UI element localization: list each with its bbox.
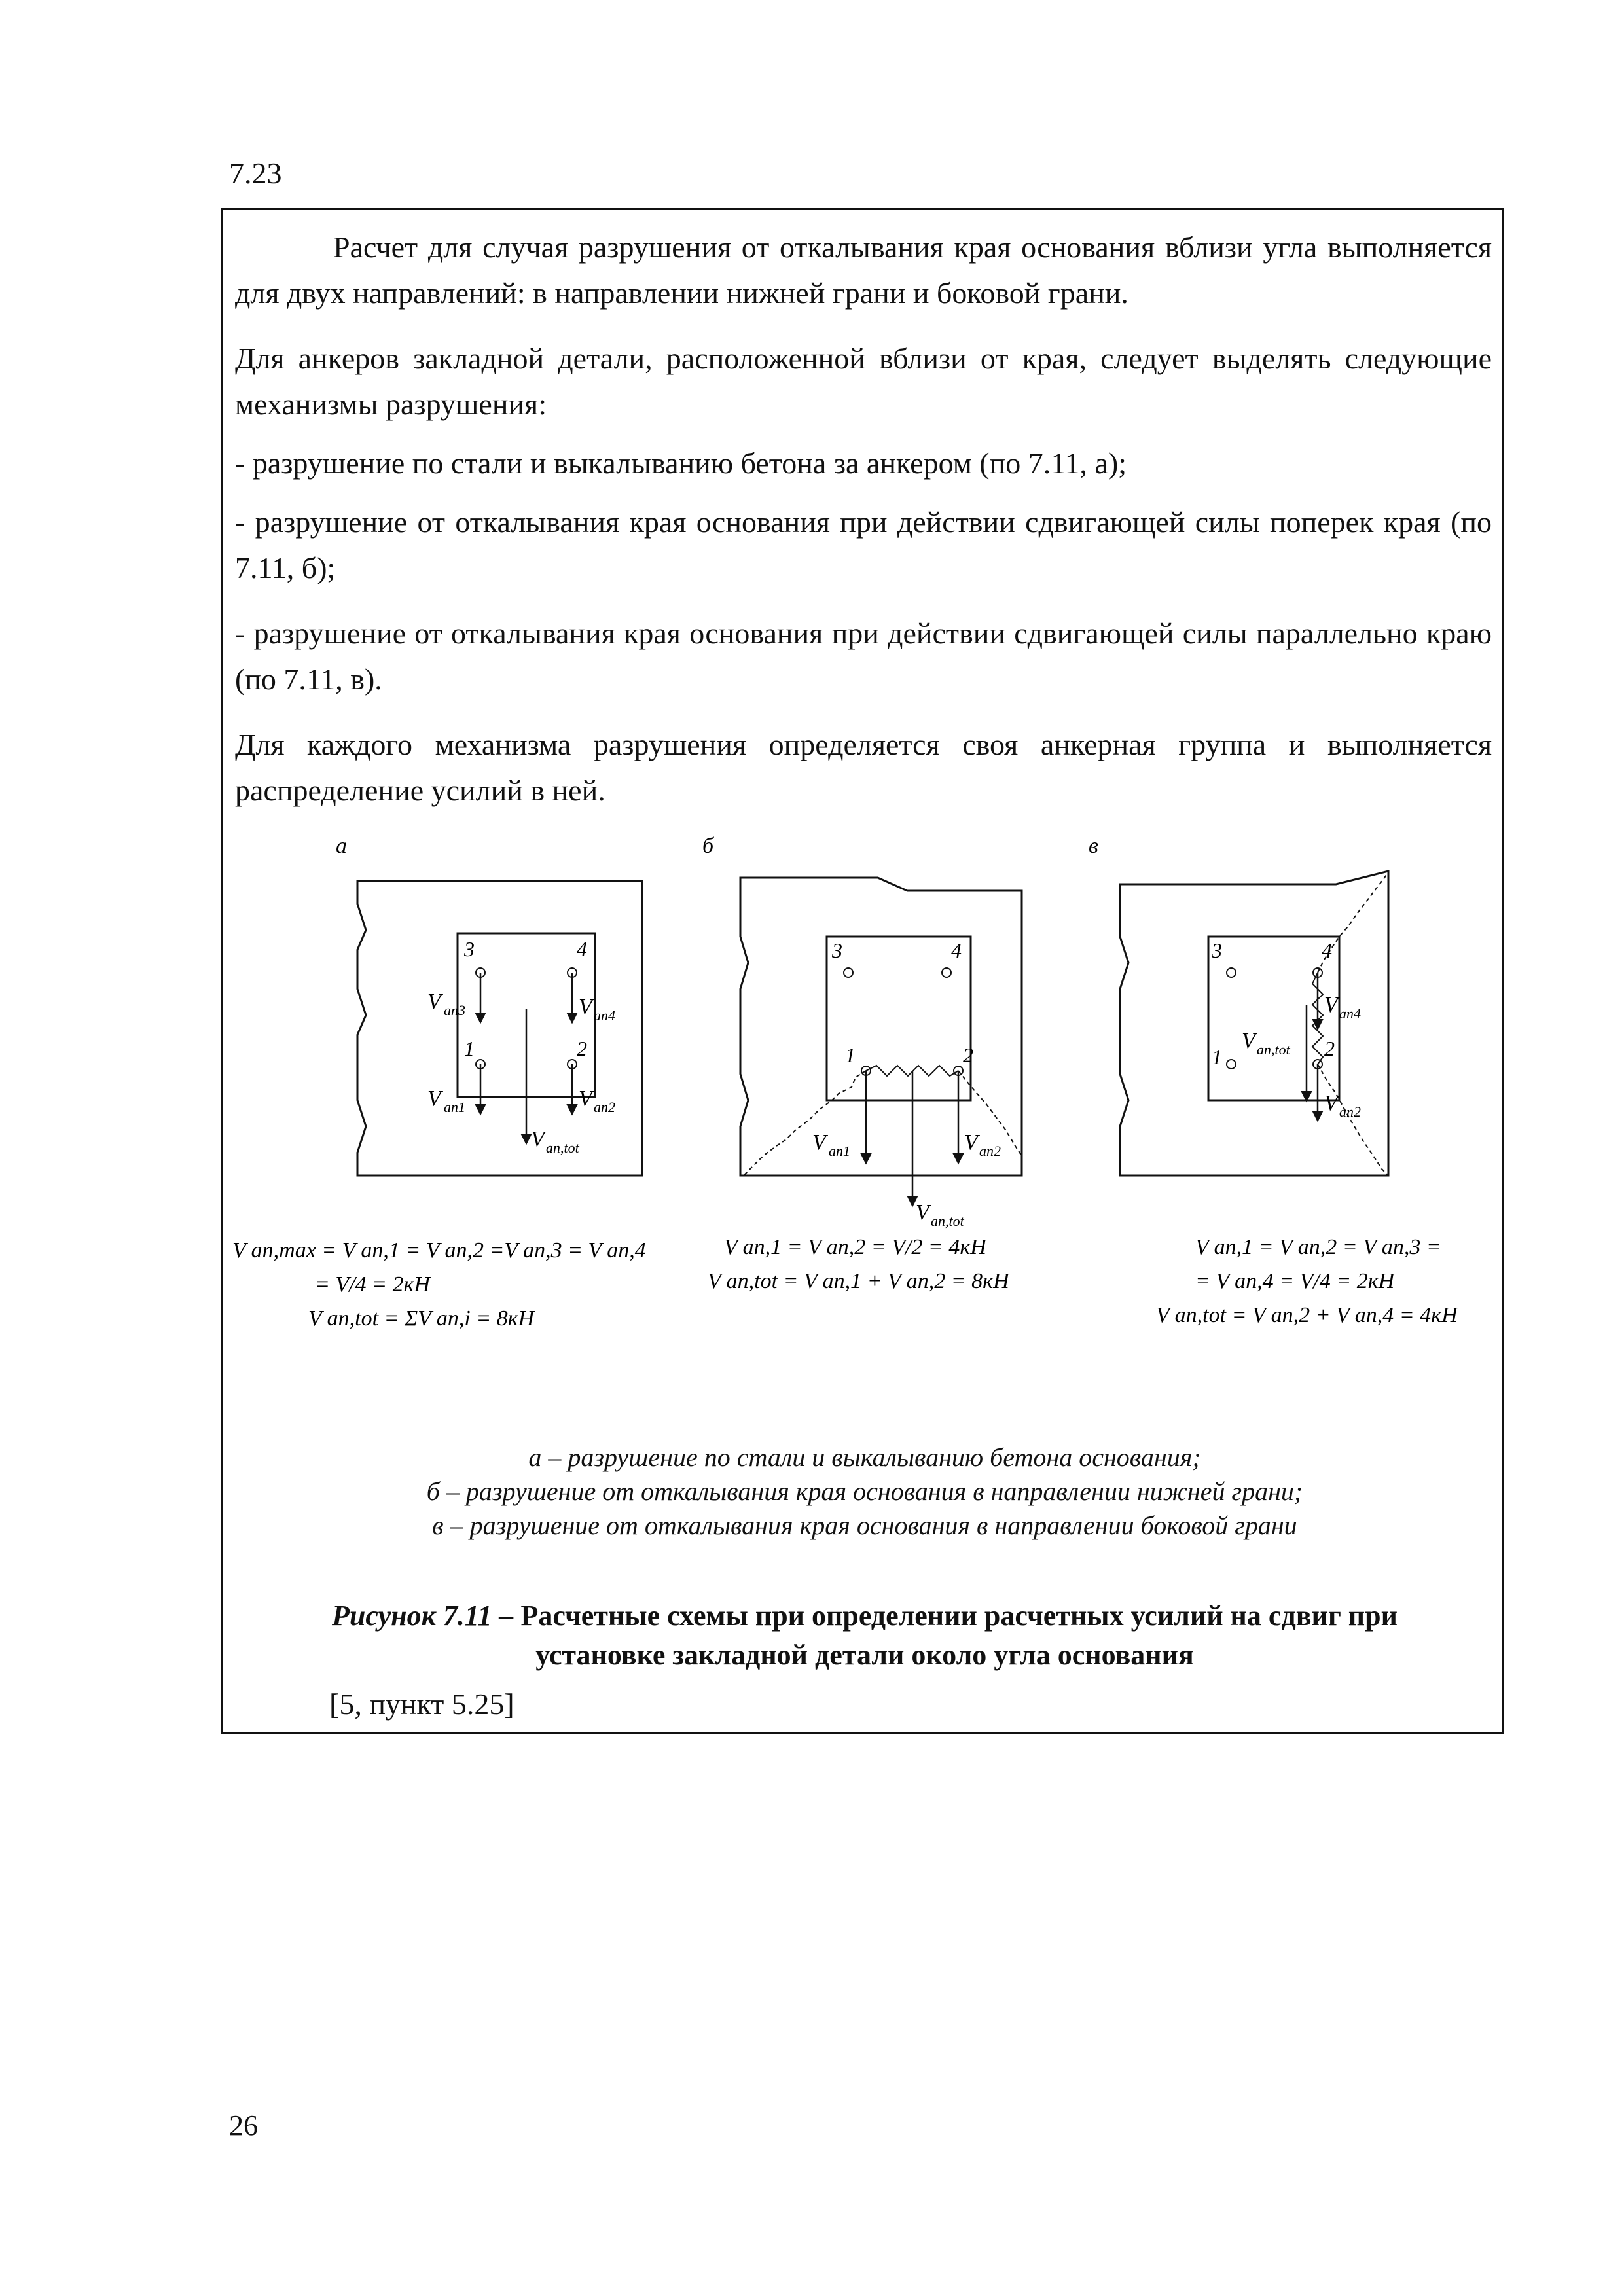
label-a-an1: an1	[444, 1099, 465, 1115]
anchor-b-4	[942, 968, 951, 977]
label-b-v1: V	[812, 1130, 826, 1155]
figure-label: Рисунок 7.11 –	[332, 1600, 514, 1632]
panel-b	[702, 834, 1022, 1229]
formula-a-2: = V/4 = 2кН	[315, 1272, 431, 1297]
page-number: 26	[229, 2109, 258, 2142]
label-c-v2: V	[1324, 1091, 1338, 1115]
anchor-b-3	[844, 968, 853, 977]
label-b-v2: V	[964, 1130, 978, 1155]
list-item-b: - разрушение от откалывания края основания при действии сдвигающей силы поперек края (по 7.11, б);	[235, 505, 1492, 584]
figure-title-text-1: Расчетные схемы при определении расчетных усилий на сдвиг при	[520, 1600, 1398, 1632]
formula-b-1: V an,1 = V an,2 = V/2 = 4кН	[724, 1235, 986, 1259]
panel-c	[1089, 834, 1388, 1175]
anchor-num-c-4: 4	[1322, 939, 1332, 962]
label-a-v1: V	[427, 1086, 441, 1111]
label-a-an2: an2	[594, 1099, 615, 1115]
anchor-num-c-1: 1	[1212, 1045, 1222, 1069]
formula-c-3: V an,tot = V an,2 + V an,4 = 4кН	[1156, 1303, 1458, 1327]
anchor-num-a-3: 3	[464, 937, 475, 961]
breakout-bottom-c	[1318, 1064, 1388, 1175]
label-c-an2: an2	[1339, 1103, 1361, 1120]
label-a-v4: V	[579, 995, 592, 1019]
label-c-v4: V	[1324, 993, 1338, 1017]
anchor-num-b-2: 2	[963, 1043, 973, 1067]
anchor-c-1	[1227, 1060, 1236, 1069]
formulas	[232, 1235, 1459, 1331]
anchor-num-b-3: 3	[832, 939, 842, 962]
figure-title-line-2: установке закладной детали около угла основания	[535, 1639, 1194, 1671]
label-a-antot: an,tot	[546, 1139, 579, 1156]
base-outline-c	[1120, 871, 1388, 1175]
panel-a	[336, 834, 642, 1175]
panel-b-letter: б	[702, 834, 714, 858]
formula-a-1: V an,max = V an,1 = V an,2 =V an,3 = V an,4	[232, 1238, 646, 1263]
content-frame	[221, 208, 1504, 1734]
breakout-left-b	[744, 1071, 866, 1175]
label-a-an4: an4	[594, 1007, 615, 1024]
anchor-num-c-2: 2	[1324, 1037, 1335, 1060]
formula-b-2: V an,tot = V an,1 + V an,2 = 8кН	[708, 1269, 1009, 1293]
caption-item-b: б – разрушение от откалывания края основания в направлении нижней грани;	[426, 1477, 1303, 1506]
section-number: 7.23	[229, 156, 282, 190]
paragraph-anchor-group: Для каждого механизма разрушения определяется своя анкерная группа и выполняется распределение усилий в ней.	[235, 728, 1492, 807]
caption-item-a: а – разрушение по стали и выкалыванию бетона основания;	[528, 1443, 1201, 1472]
list-item-a: - разрушение по стали и выкалыванию бетона за анкером (по 7.11, а);	[235, 446, 1127, 480]
label-b-an2: an2	[979, 1143, 1001, 1159]
formula-c-1: V an,1 = V an,2 = V an,3 =	[1195, 1235, 1441, 1259]
formula-a-3: V an,tot = ΣV an,i = 8кН	[308, 1306, 535, 1331]
anchor-num-c-3: 3	[1212, 939, 1222, 962]
formula-c-2: = V an,4 = V/4 = 2кН	[1195, 1269, 1395, 1293]
anchor-num-b-1: 1	[845, 1043, 856, 1067]
anchor-c-3	[1227, 968, 1236, 977]
figure-title-line-1	[223, 1596, 1506, 1636]
label-c-vtot: V	[1242, 1029, 1255, 1053]
label-a-an3: an3	[444, 1002, 465, 1018]
base-outline-b	[740, 878, 1022, 1175]
panel-c-letter: в	[1089, 834, 1098, 858]
label-a-v3: V	[427, 990, 441, 1014]
caption-item-c: в – разрушение от откалывания края основания в направлении боковой грани	[432, 1511, 1297, 1540]
anchor-num-a-1: 1	[464, 1037, 475, 1060]
base-outline-a	[357, 881, 642, 1175]
label-c-antot: an,tot	[1257, 1041, 1290, 1058]
anchor-num-b-4: 4	[951, 939, 962, 962]
paragraph-intro: Расчет для случая разрушения от откалывания края основания вблизи угла выполняется для двух направлений: в направлении нижней грани и боковой грани.	[235, 230, 1492, 310]
label-b-antot: an,tot	[931, 1213, 964, 1229]
panel-a-letter: а	[336, 834, 347, 858]
paragraph-mechanisms: Для анкеров закладной детали, расположенной вблизи от края, следует выделять следующие механизмы разрушения:	[235, 342, 1492, 421]
label-c-an4: an4	[1339, 1005, 1361, 1022]
reference: [5, пункт 5.25]	[329, 1687, 514, 1721]
label-a-vtot: V	[531, 1127, 545, 1151]
label-b-vtot: V	[916, 1200, 929, 1225]
list-item-c: - разрушение от откалывания края основания при действии сдвигающей силы параллельно краю (по 7.11, в).	[235, 617, 1492, 696]
label-a-v2: V	[579, 1086, 592, 1111]
anchor-num-a-4: 4	[577, 937, 587, 961]
anchor-num-a-2: 2	[577, 1037, 587, 1060]
label-b-an1: an1	[829, 1143, 850, 1159]
